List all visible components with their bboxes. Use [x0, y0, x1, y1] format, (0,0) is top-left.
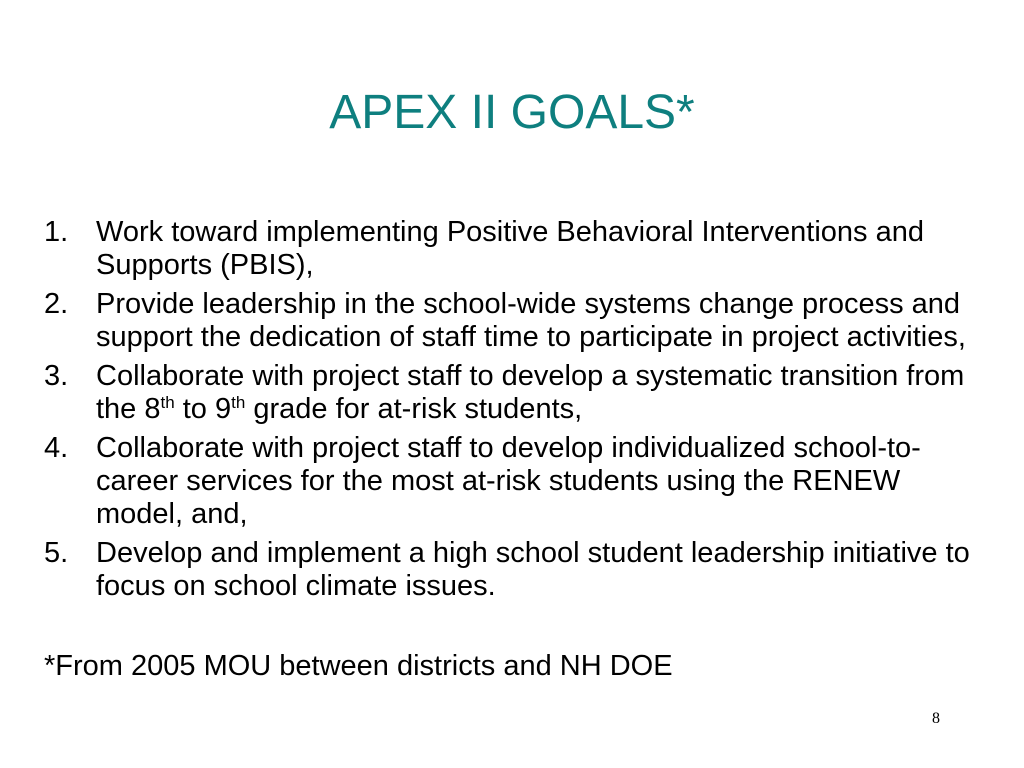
ordinal-superscript: th — [160, 393, 175, 412]
goal-item-2 — [44, 288, 984, 354]
goal-number: 2. — [44, 288, 69, 320]
goal-text-part: to 9 — [174, 393, 232, 425]
goal-text: Develop and implement a high school student leadership initiative to focus on school climate issues. — [96, 537, 970, 602]
slide-title: APEX II GOALS* — [329, 86, 695, 139]
goal-text: Work toward implementing Positive Behavioral Interventions and Supports (PBIS), — [96, 216, 924, 281]
goal-item-4 — [44, 432, 984, 531]
goal-item-3 — [44, 360, 984, 426]
goal-number: 3. — [44, 360, 69, 392]
goal-number: 1. — [44, 216, 69, 248]
goal-text — [96, 360, 984, 426]
goal-item-5 — [44, 537, 984, 603]
page-number: 8 — [932, 710, 940, 727]
goal-text-part: Collaborate with project staff to develop a systematic transition from the 8 — [96, 360, 965, 425]
goal-number: 4. — [44, 432, 69, 464]
goal-text: Provide leadership in the school-wide systems change process and support the dedication of staff time to participate in project activities, — [96, 288, 966, 353]
goal-text: Collaborate with project staff to develop individualized school-to-career services for the most at-risk students using the RENEW model, and, — [96, 432, 921, 530]
ordinal-superscript: th — [231, 393, 246, 412]
goal-item-1 — [44, 216, 984, 282]
goal-text-part: grade for at-risk students, — [245, 393, 583, 425]
goals-list — [44, 216, 984, 609]
footnote: *From 2005 MOU between districts and NH DOE — [44, 650, 673, 682]
goal-number: 5. — [44, 537, 69, 569]
